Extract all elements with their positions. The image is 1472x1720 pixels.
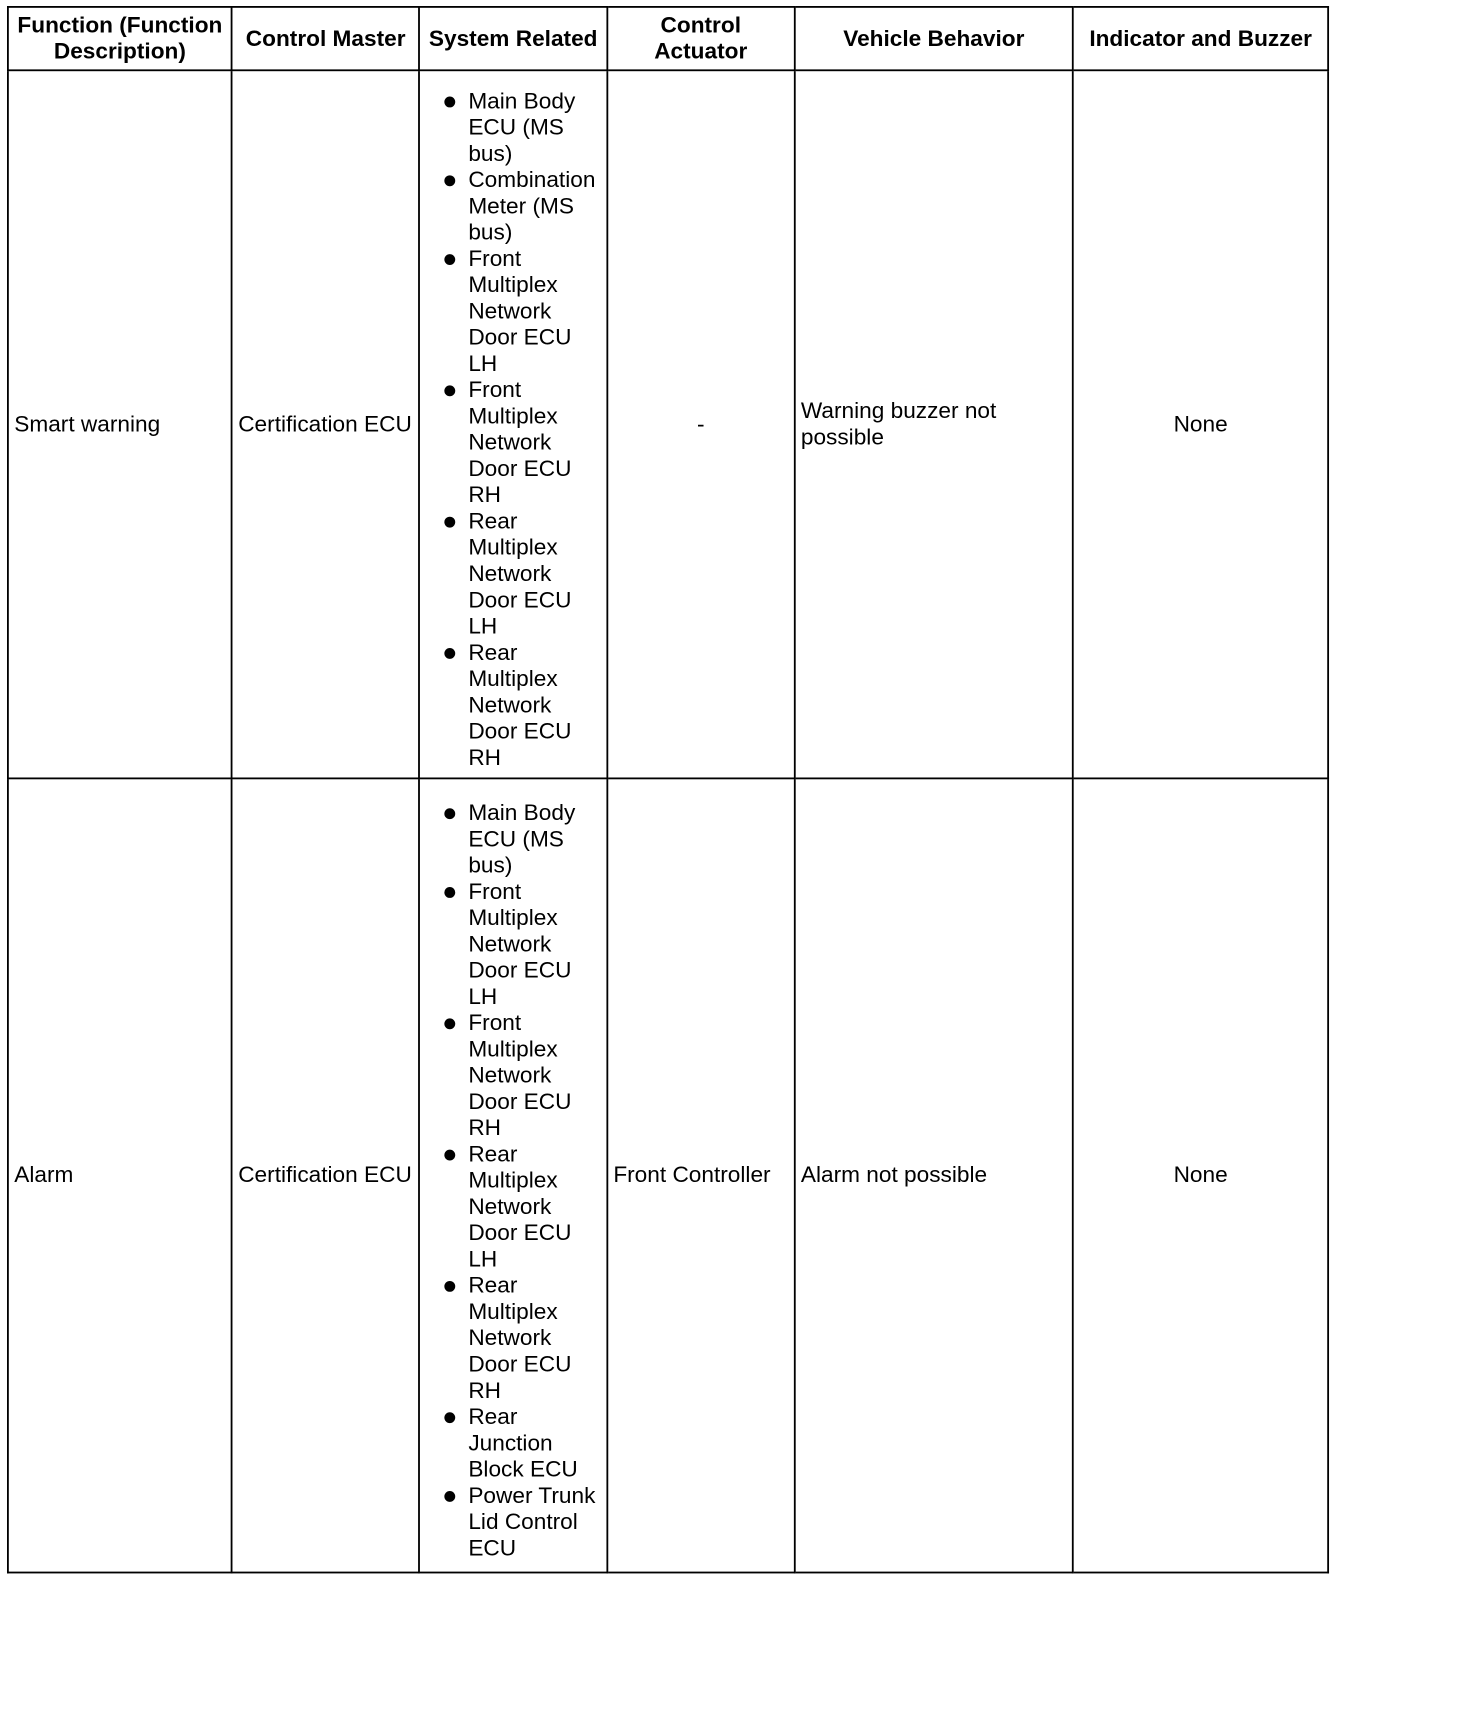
- table-row: [8, 70, 1328, 778]
- header-control-master: Control Master: [232, 7, 420, 70]
- list-item: [426, 1010, 601, 1141]
- list-item: [426, 509, 601, 640]
- list-item: [426, 1404, 601, 1483]
- list-item-text: Front Multiplex Network Door ECU LH: [468, 246, 572, 377]
- bullet-icon: [445, 1281, 456, 1292]
- list-item: [426, 89, 601, 168]
- list-item-text: Rear Multiplex Network Door ECU LH: [468, 1141, 572, 1273]
- bullet-icon: [445, 386, 456, 397]
- bullet-icon: [445, 97, 456, 108]
- list-item: [426, 377, 601, 508]
- function-table: [7, 6, 1329, 1573]
- control-master-cell: Certification ECU: [232, 70, 420, 778]
- bullet-icon: [445, 1491, 456, 1502]
- list-item: [426, 640, 601, 771]
- function-cell: Smart warning: [8, 70, 232, 778]
- list-item-text: Front Multiplex Network Door ECU RH: [468, 377, 572, 508]
- list-item-text: Main Body ECU (MS bus): [468, 88, 576, 167]
- header-control-actuator: Control Actuator: [607, 7, 795, 70]
- list-item-text: Rear Multiplex Network Door ECU RH: [468, 1272, 572, 1404]
- header-indicator-buzzer: Indicator and Buzzer: [1073, 7, 1328, 70]
- list-item: [426, 1273, 601, 1404]
- bullet-icon: [445, 254, 456, 265]
- bullet-icon: [445, 648, 456, 659]
- table-header-row: [8, 7, 1328, 70]
- bullet-icon: [445, 1412, 456, 1423]
- bullet-icon: [445, 808, 456, 819]
- bullet-icon: [445, 1019, 456, 1030]
- vehicle-behavior-cell: Warning buzzer not possible: [795, 70, 1074, 778]
- system-related-cell: [419, 70, 607, 778]
- header-system-related: System Related: [419, 7, 607, 70]
- header-function: Function (Function Description): [8, 7, 232, 70]
- header-vehicle-behavior: Vehicle Behavior: [795, 7, 1074, 70]
- list-item-text: Rear Multiplex Network Door ECU RH: [468, 640, 572, 771]
- list-item-text: Rear Junction Block ECU: [468, 1404, 578, 1483]
- list-item: [426, 246, 601, 377]
- list-item: [426, 800, 601, 879]
- control-actuator-cell: -: [607, 70, 795, 778]
- list-item: [426, 879, 601, 1010]
- list-item-text: Front Multiplex Network Door ECU LH: [468, 879, 572, 1010]
- list-item: [426, 1483, 601, 1562]
- list-item-text: Combination Meter (MS bus): [468, 167, 596, 246]
- indicator-buzzer-cell: None: [1073, 70, 1328, 778]
- list-item: [426, 167, 601, 246]
- indicator-buzzer-cell: None: [1073, 779, 1328, 1573]
- list-item: [426, 1142, 601, 1273]
- bullet-icon: [445, 517, 456, 528]
- bullet-icon: [445, 1150, 456, 1161]
- list-item-text: Main Body ECU (MS bus): [468, 800, 576, 879]
- vehicle-behavior-cell: Alarm not possible: [795, 779, 1074, 1573]
- list-item-text: Rear Multiplex Network Door ECU LH: [468, 508, 572, 640]
- list-item-text: Front Multiplex Network Door ECU RH: [468, 1010, 572, 1141]
- bullet-icon: [445, 175, 456, 186]
- bullet-icon: [445, 887, 456, 898]
- system-related-list: [426, 789, 601, 1561]
- control-master-cell: Certification ECU: [232, 779, 420, 1573]
- function-cell: Alarm: [8, 779, 232, 1573]
- control-actuator-cell: Front Controller: [607, 779, 795, 1573]
- system-related-cell: [419, 779, 607, 1573]
- table-row: [8, 779, 1328, 1573]
- list-item-text: Power Trunk Lid Control ECU: [468, 1483, 596, 1561]
- system-related-list: [426, 78, 601, 772]
